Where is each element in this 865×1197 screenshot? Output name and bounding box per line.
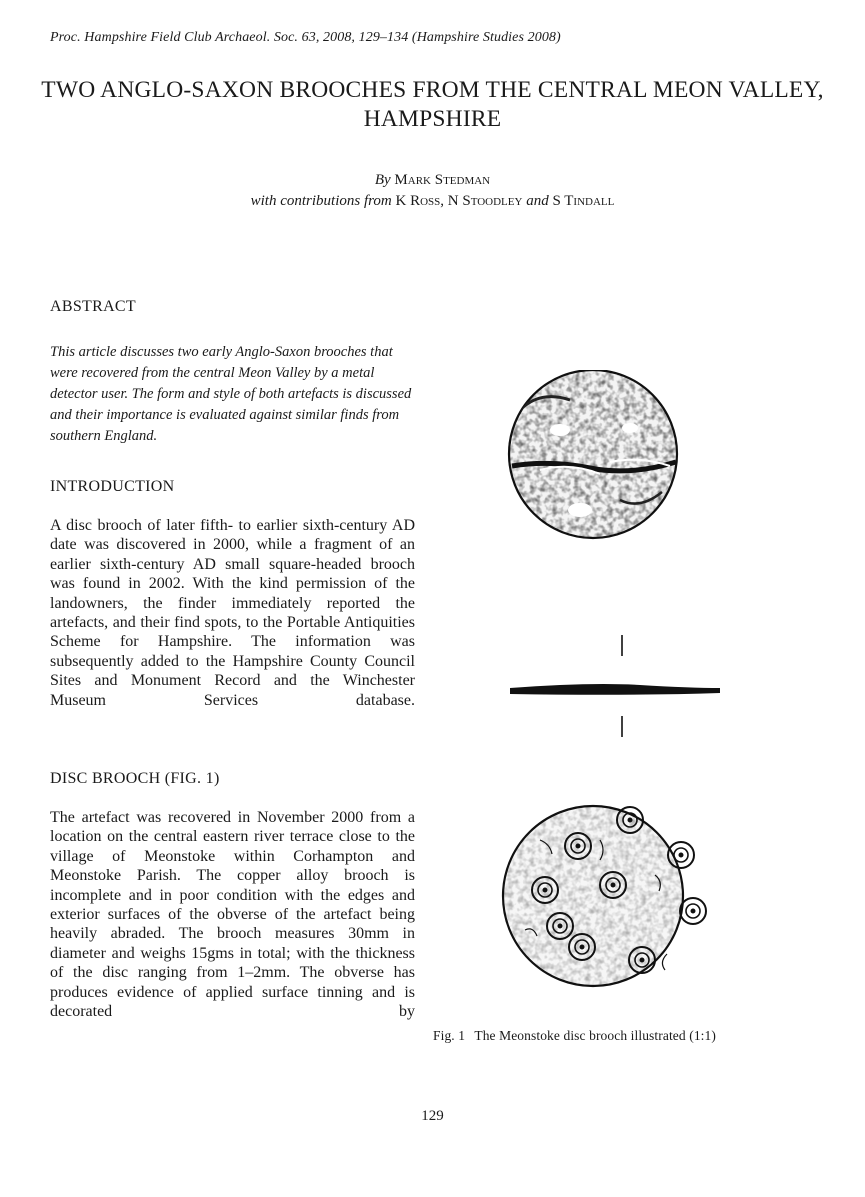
figure-1	[430, 370, 830, 1010]
running-head: Proc. Hampshire Field Club Archaeol. Soc. 63, 2008, 129–134 (Hampshire Studies 2008)	[50, 30, 561, 45]
contributions-prefix: with contributions from	[250, 193, 392, 209]
figure-caption	[433, 1028, 716, 1044]
contributor-tindall: S Tindall	[552, 193, 615, 209]
disc-brooch-text: The artefact was recovered in November 2000 from a location on the central eastern river terrace close to the village of Meonstoke within Corhampton and Meonstoke Parish. The copper alloy brooch is incomplete and in poor condition with the edges and exterior surfaces of the obverse of the artefact being heavily abraded. The brooch measures 30mm in diameter and weighs 15gms in total; with the thickness of the disc ranging from 1–2mm. The obverse has produces evidence of applied surface tinning and is decorated by	[50, 809, 415, 1021]
brooch-drawings	[430, 370, 830, 1010]
author-line	[0, 170, 865, 191]
page-number: 129	[421, 1108, 444, 1124]
ring-dot-motif	[680, 898, 706, 924]
abstract-heading: ABSTRACT	[50, 298, 136, 315]
introduction-heading: INTRODUCTION	[50, 478, 175, 495]
disc-brooch-heading: DISC BROOCH (FIG. 1)	[50, 770, 220, 787]
author-name: Mark Stedman	[394, 172, 491, 188]
brooch-profile-drawing	[510, 635, 720, 737]
brooch-obverse-drawing	[509, 370, 677, 538]
brooch-decorated-face-drawing	[503, 806, 706, 986]
and-word: and	[526, 193, 549, 209]
contributor-ross: K Ross,	[395, 193, 445, 209]
abstract-text: This article discusses two early Anglo-Saxon brooches that were recovered from the central Meon Valley by a metal detector user. The form and style of both artefacts is discussed and their importance is evaluated against similar finds from southern England.	[50, 344, 412, 444]
figure-caption-text: The Meonstoke disc brooch illustrated (1:1)	[474, 1028, 716, 1043]
contributor-stoodley: N Stoodley	[447, 193, 523, 209]
figure-number: Fig. 1	[433, 1028, 466, 1043]
by-word: By	[374, 172, 391, 188]
contributors-line	[0, 191, 865, 212]
byline	[0, 170, 865, 212]
article-title: TWO ANGLO-SAXON BROOCHES FROM THE CENTRAL MEON VALLEY, HAMPSHIRE	[41, 77, 824, 132]
introduction-text: A disc brooch of later fifth- to earlier sixth-century AD date was discovered in 2000, while a fragment of an earlier sixth-century AD small square-headed brooch was found in 2002. With the kind permission of the landowners, the finder immediately reported the artefacts, and their find spots, to the Portable Antiquities Scheme for Hampshire. The information was subsequently added to the Hampshire County Council Sites and Monument Record and the Winchester Museum Services database.	[50, 517, 415, 709]
